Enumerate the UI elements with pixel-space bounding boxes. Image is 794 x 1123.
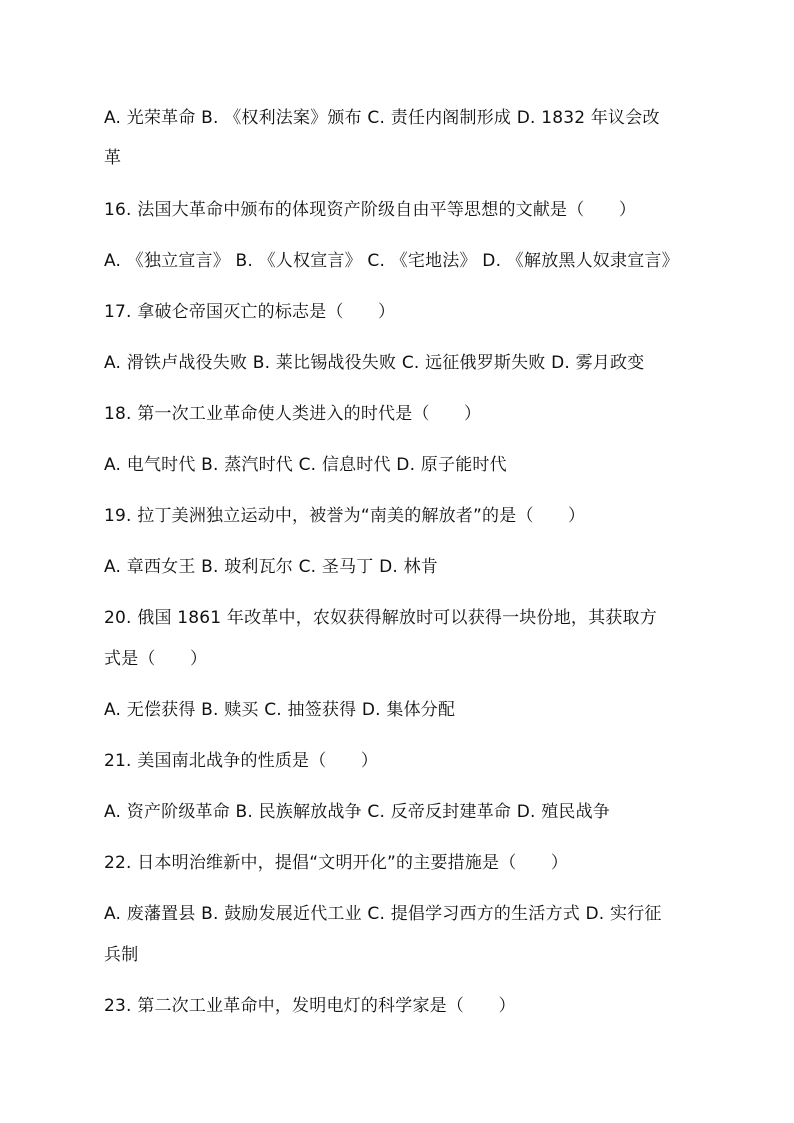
q16-question: 16. 法国大革命中颁布的体现资产阶级自由平等思想的文献是（ ） [104,200,637,220]
q15-options-line-2: 革 [104,148,122,168]
q23-question: 23. 第二次工业革命中，发明电灯的科学家是（ ） [104,996,516,1016]
q21-question: 21. 美国南北战争的性质是（ ） [104,751,379,771]
q17-question: 17. 拿破仑帝国灭亡的标志是（ ） [104,302,396,322]
q20-question-line-2: 式是（ ） [104,649,208,669]
q18-question: 18. 第一次工业革命使人类进入的时代是（ ） [104,404,482,424]
q19-options: A. 章西女王 B. 玻利瓦尔 C. 圣马丁 D. 林肯 [104,557,438,577]
q15-options-line-1: A. 光荣革命 B. 《权利法案》颁布 C. 责任内阁制形成 D. 1832 年议会改 [104,108,660,128]
q18-options: A. 电气时代 B. 蒸汽时代 C. 信息时代 D. 原子能时代 [104,455,507,475]
q20-question-line-1: 20. 俄国 1861 年改革中，农奴获得解放时可以获得一块份地，其获取方 [104,608,657,628]
q16-options: A. 《独立宣言》 B. 《人权宣言》 C. 《宅地法》 D. 《解放黑人奴隶宣言》 [104,251,679,271]
q22-options-line-1: A. 废藩置县 B. 鼓励发展近代工业 C. 提倡学习西方的生活方式 D. 实行征 [104,904,662,924]
q22-question: 22. 日本明治维新中，提倡“文明开化”的主要措施是（ ） [104,853,569,873]
q20-options: A. 无偿获得 B. 赎买 C. 抽签获得 D. 集体分配 [104,700,456,720]
q21-options: A. 资产阶级革命 B. 民族解放战争 C. 反帝反封建革命 D. 殖民战争 [104,802,610,822]
q19-question: 19. 拉丁美洲独立运动中，被誉为“南美的解放者”的是（ ） [104,506,586,526]
q22-options-line-2: 兵制 [104,945,139,965]
q17-options: A. 滑铁卢战役失败 B. 莱比锡战役失败 C. 远征俄罗斯失败 D. 雾月政变 [104,353,645,373]
